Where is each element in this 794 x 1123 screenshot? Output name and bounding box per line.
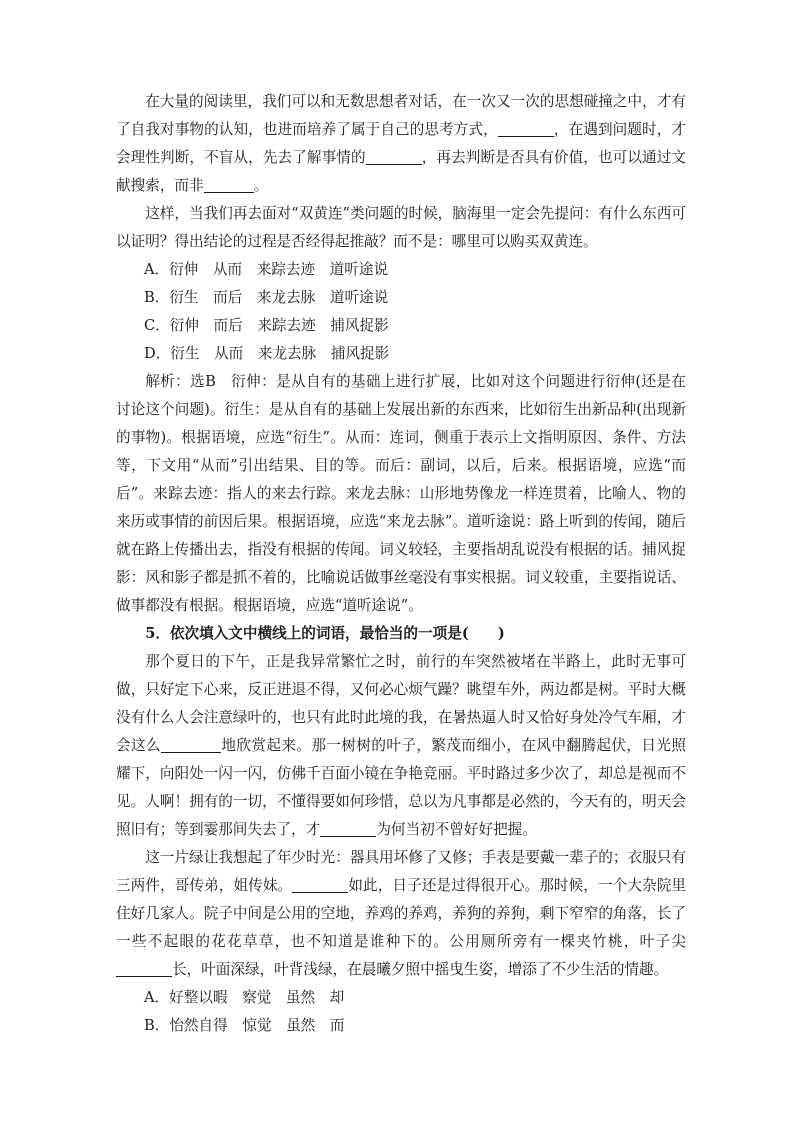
passage-text: 地欣赏起来。那一树树的叶子，繁茂而细小，在风中翻腾起伏，日光照耀下，向阳处一闪一闪，仿佛千百面小镜在争艳竞丽。平时路过多少次了，却总是视而不见。人啊！拥有的一切，不懂得要如何珍惜，总以为凡事都是必然的，今天有的，明天会照旧有；等到霎那间失去了，才 bbox=[116, 737, 686, 838]
passage-text: ，再去判断是否具有价值，也可以通过文献搜索，而非 bbox=[116, 149, 686, 194]
fill-blank bbox=[161, 735, 221, 753]
fill-blank bbox=[116, 959, 172, 977]
q4-option-a: A．衍伸 从而 来踪去迹 道听途说 bbox=[144, 261, 389, 278]
answer-analysis: 解析：选B 衍伸：是从自有的基础上进行扩展，比如对这个问题进行衍伸(还是在讨论这个问题)。衍生：是从自有的基础上发展出新的东西来，比如衍生出新品种(出现新的事物)。根据语境，应选“衍生”。从而：连词，侧重于表示上文指明原因、条件、方法等，下文用“从而”引出结果、目的等。而后：副词，以后，后来。根据语境，应选“而后”。来踪去迹：指人的来去行踪。来龙去脉：山形地势像龙一样连贯着，比喻人、物的来历或事情的前因后果。根据语境，应选“来龙去脉”。道听途说：路上听到的传闻，随后就在路上传播出去，指没有根据的传闻。词义较轻，主要指胡乱说没有根据的话。捕风捉影：风和影子都是抓不着的，比喻说话做事丝毫没有事实根据。词义较重，主要指说话、做事都没有根据。根据语境，应选“道听途说”。 bbox=[116, 373, 686, 614]
passage-text: 长，叶面深绿，叶背浅绿，在晨曦夕照中摇曳生姿，增添了不少生活的情趣。 bbox=[172, 961, 669, 978]
passage-text: 为何当初不曾好好把握。 bbox=[376, 821, 537, 838]
fill-blank bbox=[498, 119, 554, 137]
q5-paragraph-2 bbox=[116, 844, 686, 984]
q4-option-d: D．衍生 从而 来龙去脉 捕风捉影 bbox=[144, 345, 390, 362]
q5-paragraph-1 bbox=[116, 648, 686, 844]
fill-blank bbox=[204, 175, 254, 193]
passage-text: 那个夏日的下午，正是我异常繁忙之时，前行的车突然被堵在半路上，此时无事可做，只好定下心来，反正进退不得，又何必心烦气躁？眺望车外，两边都是树。平时大概没有什么人会注意绿叶的，也只有此时此境的我，在暑热逼人时又恰好身处冷气车厢，才会这么 bbox=[116, 653, 686, 754]
passage-text: 。 bbox=[253, 177, 269, 194]
passage-paragraph-2: 这样，当我们再去面对“双黄连”类问题的时候，脑海里一定会先提问：有什么东西可以证明？得出结论的过程是否经得起推敲？而不是：哪里可以购买双黄连。 bbox=[116, 205, 686, 250]
question-5-stem: 5．依次填入文中横线上的词语，最恰当的一项是( ) bbox=[145, 625, 505, 642]
fill-blank bbox=[366, 147, 422, 165]
q4-option-b: B．衍生 而后 来龙去脉 道听途说 bbox=[144, 289, 389, 306]
document-page bbox=[116, 88, 686, 1040]
passage-text: 如此，日子还是过得很开心。那时候，一个大杂院里住好几家人。院子中间是公用的空地，养鸡的养鸡，养狗的养狗，剩下窄窄的角落，长了一些不起眼的花花草草，也不知道是谁种下的。公用厕所旁有一棵夹竹桃，叶子尖 bbox=[116, 877, 686, 950]
fill-blank bbox=[292, 875, 348, 893]
q4-option-c: C．衍伸 而后 来踪去迹 捕风捉影 bbox=[144, 317, 389, 334]
fill-blank bbox=[320, 819, 376, 837]
q5-option-b: B．怡然自得 惊觉 虽然 而 bbox=[144, 1017, 345, 1034]
q5-option-a: A．好整以暇 察觉 虽然 却 bbox=[144, 989, 345, 1006]
passage-text: 这一片绿让我想起了年少时光：器具用坏修了又修；手表是要戴一辈子的；衣服只有三两件，哥传弟，姐传妹。 bbox=[116, 849, 686, 894]
passage-text: 在大量的阅读里，我们可以和无数思想者对话，在一次又一次的思想碰撞之中，才有了自我对事物的认知，也进而培养了属于自己的思考方式， bbox=[116, 93, 686, 138]
passage-paragraph-1 bbox=[116, 88, 686, 200]
passage-text: ，在遇到问题时，才会理性判断，不盲从，先去了解事情的 bbox=[116, 121, 686, 166]
